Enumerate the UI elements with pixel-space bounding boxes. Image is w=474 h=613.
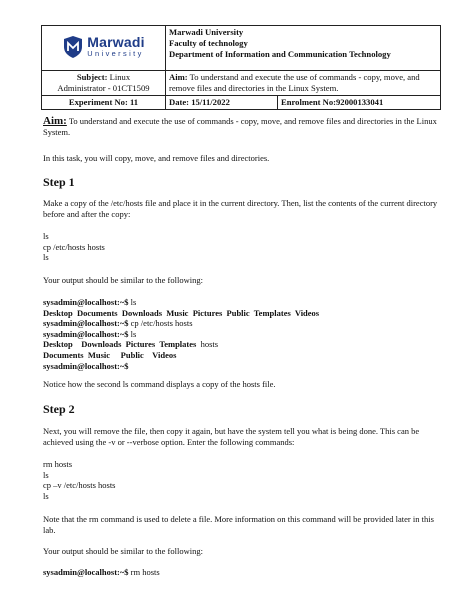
step2-note: Note that the rm command is used to delete a file. More information on this command will be provided later in this lab. [43,514,434,535]
aim-text: To understand and execute the use of commands - copy, move, and remove files and directories in the Linux System. [43,116,437,137]
step2-output-intro: Your output should be similar to the following: [43,546,203,556]
aim-cell [166,71,441,96]
subject-cell [42,71,166,96]
shell-prompt: sysadmin@localhost:~$ [43,360,129,371]
step1-note: Notice how the second ls command displays a copy of the hosts file. [43,379,276,389]
command-line: ls [43,252,49,263]
experiment-date: Date: 15/11/2022 [166,96,278,110]
department-name: Department of Information and Communication Technology [169,49,391,59]
output-line: Documents Music Public Videos [43,349,177,360]
output-line: sysadmin@localhost:~$ cp /etc/hosts hosts [43,318,193,329]
output-line: Desktop Documents Downloads Music Pictures Public Templates Videos [43,307,320,318]
logo-cell [42,26,166,71]
experiment-number: Experiment No: 11 [42,96,166,110]
shell-prompt: sysadmin@localhost:~$ [43,328,129,339]
logo-subtitle: University [87,49,144,59]
command-line: ls [43,231,49,241]
enrolment-number: Enrolment No:92000133041 [278,96,441,110]
output-line: sysadmin@localhost:~$ rm hosts [43,567,160,577]
step1-commands [43,231,105,263]
output-line [43,361,319,372]
shield-icon [62,35,84,59]
command-line: cp –v /etc/hosts hosts [43,480,116,491]
output-line: sysadmin@localhost:~$ ls [43,328,137,339]
step1-output [43,297,319,371]
faculty-name: Faculty of technology [169,38,248,48]
shell-prompt: sysadmin@localhost:~$ [43,297,129,307]
command-line: cp /etc/hosts hosts [43,241,105,252]
subject-value: Linux [109,72,131,82]
command-line: ls [43,490,49,501]
output-line: Desktop Downloads Pictures Templates hosts [43,339,219,350]
step1-heading: Step 1 [43,175,75,189]
logo-brand: Marwadi [87,34,145,51]
step2-description: Next, you will remove the file, then copy it again, but have the system tell you what is being done. This can be achieved using the -v or --verbose option. Enter the following commands: [43,426,420,447]
step2-commands [43,459,115,501]
step1-output-intro: Your output should be similar to the following: [43,275,203,285]
institution-cell [166,26,441,71]
shell-prompt: sysadmin@localhost:~$ [43,318,129,329]
aim-paragraph [43,116,439,138]
university-name: Marwadi University [169,27,244,37]
subject-label: Subject: [76,72,108,82]
intro-text: In this task, you will copy, move, and remove files and directories. [43,153,270,163]
university-logo [62,35,144,59]
output-line: sysadmin@localhost:~$ ls [43,297,137,307]
step2-output [43,567,160,578]
step2-heading: Step 2 [43,402,75,416]
subject-code: Administrator - 01CT1509 [57,83,150,93]
header-table [41,25,441,110]
header-aim-label: Aim: [169,72,188,82]
shell-prompt: sysadmin@localhost:~$ [43,567,129,577]
command-line: rm hosts [43,459,73,469]
header-aim-text: To understand and execute the use of commands - copy, move, and remove files and directories in the Linux System. [169,72,420,93]
aim-heading: Aim: [43,115,67,127]
step1-description: Make a copy of the /etc/hosts file and place it in the current directory. Then, list the contents of the current directory before and after the copy: [43,198,438,219]
command-line: ls [43,469,49,480]
